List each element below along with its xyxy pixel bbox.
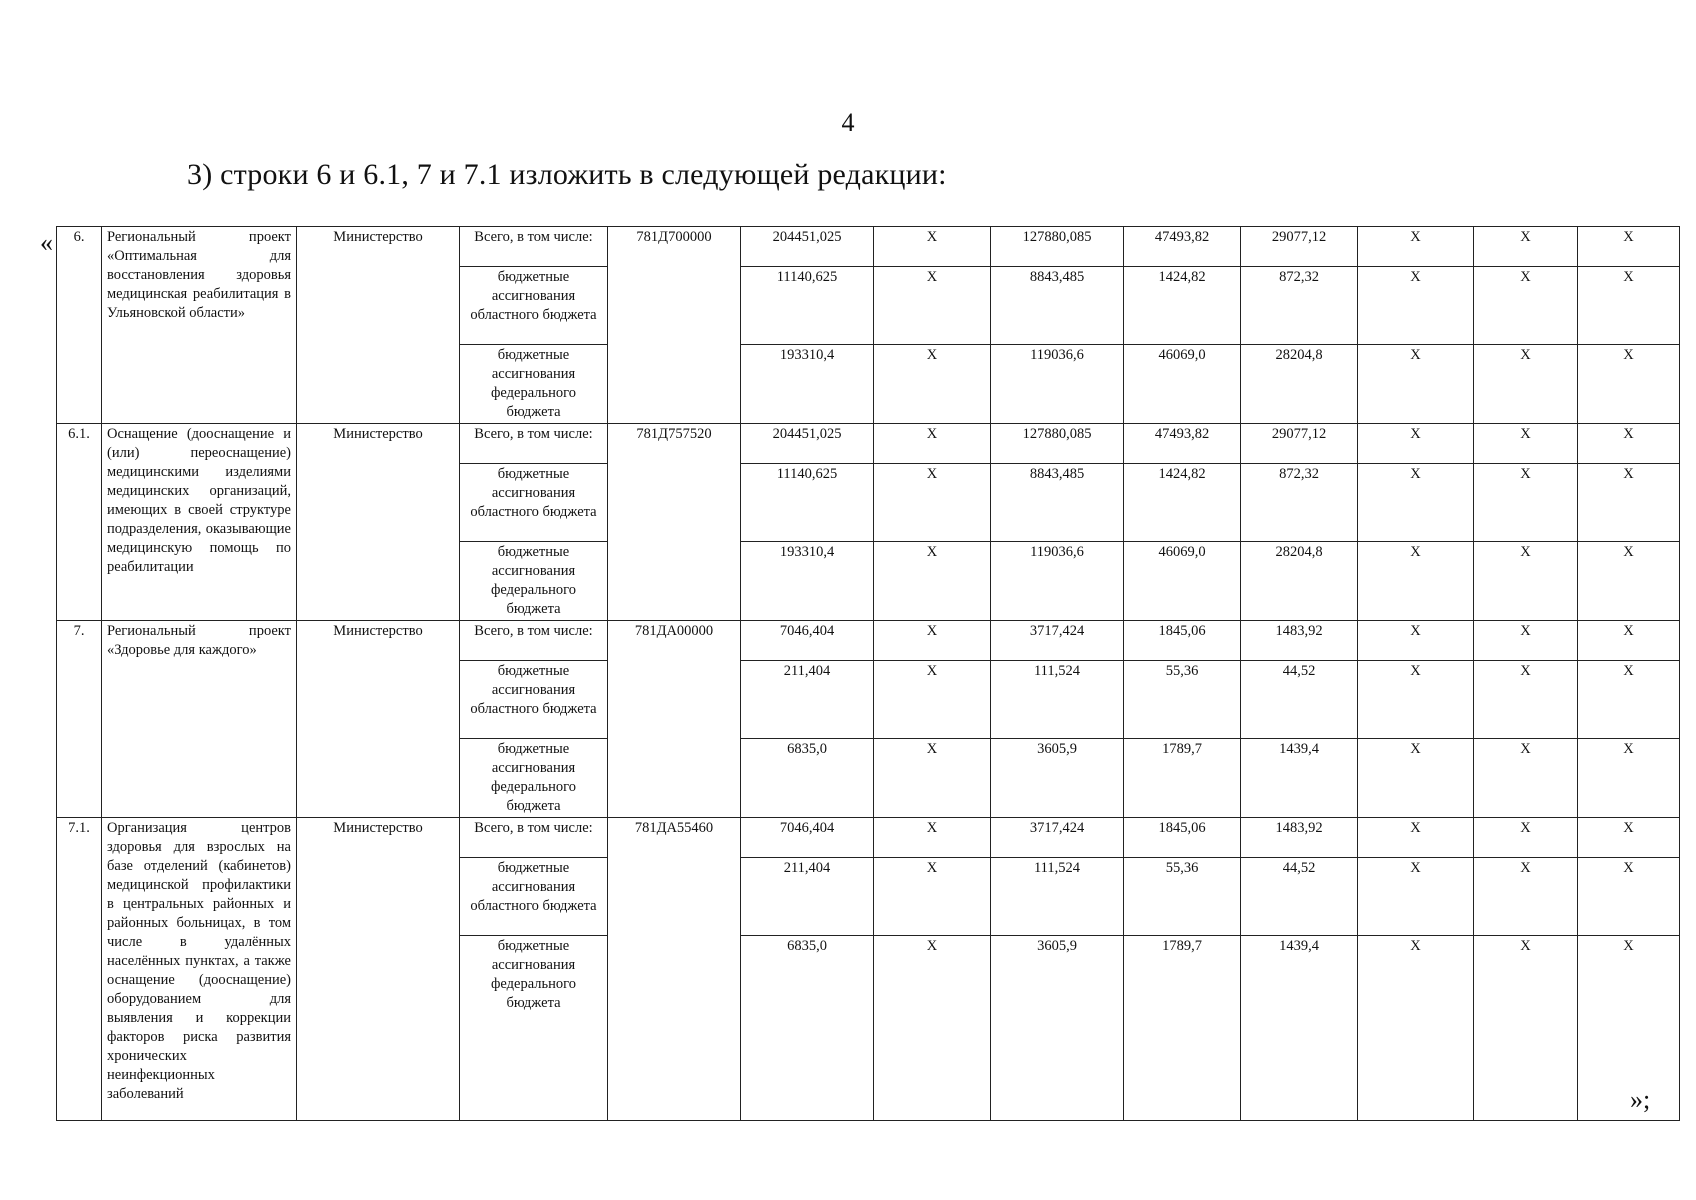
total-value: 7046,404 — [741, 818, 874, 858]
col8-value: X — [1578, 739, 1680, 818]
col8-value: X — [1578, 542, 1680, 621]
col4-value: 46069,0 — [1124, 542, 1241, 621]
funding-source: бюджетные ассигнования областного бюджета — [460, 661, 608, 739]
col6-value: X — [1358, 345, 1474, 424]
row-number: 6. — [57, 227, 102, 424]
col7-value: X — [1474, 818, 1578, 858]
heading: 3) строки 6 и 6.1, 7 и 7.1 изложить в следующей редакции: — [187, 158, 947, 191]
row-name: Оснащение (дооснащение и (или) переоснащение) медицинскими изделиями медицинских организаций, имеющих в своей структуре подразделения, оказывающие медицинскую помощь по реабилитации — [102, 424, 297, 621]
total-value: 204451,025 — [741, 227, 874, 267]
col5-value: 1483,92 — [1241, 818, 1358, 858]
open-quote: « — [40, 228, 53, 257]
col4-value: 1845,06 — [1124, 621, 1241, 661]
funding-source: бюджетные ассигнования федерального бюджета — [460, 739, 608, 818]
col7-value: X — [1474, 542, 1578, 621]
col5-value: 29077,12 — [1241, 424, 1358, 464]
col3-value: 8843,485 — [991, 464, 1124, 542]
funding-source: бюджетные ассигнования областного бюджета — [460, 267, 608, 345]
col2-value: X — [874, 424, 991, 464]
col4-value: 55,36 — [1124, 661, 1241, 739]
col2-value: X — [874, 739, 991, 818]
col8-value: X — [1578, 858, 1680, 936]
col7-value: X — [1474, 858, 1578, 936]
col4-value: 46069,0 — [1124, 345, 1241, 424]
col2-value: X — [874, 621, 991, 661]
col4-value: 47493,82 — [1124, 227, 1241, 267]
col5-value: 1439,4 — [1241, 739, 1358, 818]
col3-value: 111,524 — [991, 858, 1124, 936]
col8-value: X — [1578, 621, 1680, 661]
col3-value: 8843,485 — [991, 267, 1124, 345]
page-number: 4 — [841, 108, 855, 137]
funding-source: бюджетные ассигнования федерального бюджета — [460, 936, 608, 1121]
col6-value: X — [1358, 661, 1474, 739]
total-value: 211,404 — [741, 661, 874, 739]
col7-value: X — [1474, 464, 1578, 542]
col6-value: X — [1358, 542, 1474, 621]
col3-value: 111,524 — [991, 661, 1124, 739]
col3-value: 3717,424 — [991, 818, 1124, 858]
col3-value: 119036,6 — [991, 542, 1124, 621]
table-row — [57, 424, 1680, 464]
col2-value: X — [874, 227, 991, 267]
table-row — [57, 818, 1680, 858]
funding-source: Всего, в том числе: — [460, 424, 608, 464]
col7-value: X — [1474, 661, 1578, 739]
col5-value: 44,52 — [1241, 858, 1358, 936]
col2-value: X — [874, 464, 991, 542]
col7-value: X — [1474, 936, 1578, 1121]
col3-value: 119036,6 — [991, 345, 1124, 424]
row-executor: Министерство — [297, 621, 460, 818]
col3-value: 127880,085 — [991, 424, 1124, 464]
col7-value: X — [1474, 267, 1578, 345]
col7-value: X — [1474, 345, 1578, 424]
col3-value: 127880,085 — [991, 227, 1124, 267]
col5-value: 1483,92 — [1241, 621, 1358, 661]
col6-value: X — [1358, 424, 1474, 464]
table-row — [57, 227, 1680, 267]
row-code: 781ДА55460 — [608, 818, 741, 1121]
col7-value: X — [1474, 424, 1578, 464]
col4-value: 1845,06 — [1124, 818, 1241, 858]
col8-value: X — [1578, 464, 1680, 542]
col3-value: 3605,9 — [991, 739, 1124, 818]
col8-value: X — [1578, 267, 1680, 345]
col6-value: X — [1358, 227, 1474, 267]
budget-table — [56, 226, 1680, 1121]
col5-value: 28204,8 — [1241, 345, 1358, 424]
table-row — [57, 621, 1680, 661]
row-executor: Министерство — [297, 818, 460, 1121]
col8-value: X — [1578, 227, 1680, 267]
col5-value: 1439,4 — [1241, 936, 1358, 1121]
row-name: Организация центров здоровья для взрослых на базе отделений (кабинетов) медицинской профилактики в центральных районных и районных больницах, в том числе в удалённых населённых пунктах, а также оснащение (дооснащение) оборудованием для выявления и коррекции факторов риска развития хронических неинфекционных заболеваний — [102, 818, 297, 1121]
row-code: 781Д700000 — [608, 227, 741, 424]
col6-value: X — [1358, 858, 1474, 936]
col3-value: 3717,424 — [991, 621, 1124, 661]
col2-value: X — [874, 818, 991, 858]
col6-value: X — [1358, 936, 1474, 1121]
col7-value: X — [1474, 621, 1578, 661]
row-code: 781ДА00000 — [608, 621, 741, 818]
col4-value: 47493,82 — [1124, 424, 1241, 464]
col7-value: X — [1474, 227, 1578, 267]
funding-source: бюджетные ассигнования федерального бюджета — [460, 542, 608, 621]
row-executor: Министерство — [297, 227, 460, 424]
col2-value: X — [874, 267, 991, 345]
col4-value: 1789,7 — [1124, 739, 1241, 818]
row-number: 6.1. — [57, 424, 102, 621]
col6-value: X — [1358, 739, 1474, 818]
funding-source: бюджетные ассигнования областного бюджета — [460, 858, 608, 936]
total-value: 11140,625 — [741, 267, 874, 345]
col8-value: X — [1578, 818, 1680, 858]
col8-value: X — [1578, 424, 1680, 464]
row-executor: Министерство — [297, 424, 460, 621]
row-number: 7. — [57, 621, 102, 818]
col8-value: X — [1578, 661, 1680, 739]
total-value: 193310,4 — [741, 542, 874, 621]
col2-value: X — [874, 936, 991, 1121]
col4-value: 1789,7 — [1124, 936, 1241, 1121]
col4-value: 1424,82 — [1124, 267, 1241, 345]
total-value: 6835,0 — [741, 936, 874, 1121]
row-name: Региональный проект «Здоровье для каждого» — [102, 621, 297, 818]
total-value: 11140,625 — [741, 464, 874, 542]
row-code: 781Д757520 — [608, 424, 741, 621]
col2-value: X — [874, 345, 991, 424]
col5-value: 872,32 — [1241, 267, 1358, 345]
total-value: 7046,404 — [741, 621, 874, 661]
funding-source: Всего, в том числе: — [460, 227, 608, 267]
funding-source: Всего, в том числе: — [460, 621, 608, 661]
row-number: 7.1. — [57, 818, 102, 1121]
col6-value: X — [1358, 621, 1474, 661]
col8-value: X — [1578, 936, 1680, 1121]
total-value: 193310,4 — [741, 345, 874, 424]
funding-source: бюджетные ассигнования областного бюджета — [460, 464, 608, 542]
col4-value: 55,36 — [1124, 858, 1241, 936]
col5-value: 28204,8 — [1241, 542, 1358, 621]
col5-value: 44,52 — [1241, 661, 1358, 739]
col3-value: 3605,9 — [991, 936, 1124, 1121]
col6-value: X — [1358, 267, 1474, 345]
col4-value: 1424,82 — [1124, 464, 1241, 542]
funding-source: Всего, в том числе: — [460, 818, 608, 858]
col2-value: X — [874, 858, 991, 936]
close-quote: »; — [1630, 1085, 1651, 1114]
col8-value: X — [1578, 345, 1680, 424]
total-value: 211,404 — [741, 858, 874, 936]
col5-value: 872,32 — [1241, 464, 1358, 542]
col5-value: 29077,12 — [1241, 227, 1358, 267]
col6-value: X — [1358, 818, 1474, 858]
col6-value: X — [1358, 464, 1474, 542]
total-value: 6835,0 — [741, 739, 874, 818]
funding-source: бюджетные ассигнования федерального бюджета — [460, 345, 608, 424]
total-value: 204451,025 — [741, 424, 874, 464]
col2-value: X — [874, 661, 991, 739]
row-name: Региональный проект «Оптимальная для восстановления здоровья медицинская реабилитация в Ульяновской области» — [102, 227, 297, 424]
col2-value: X — [874, 542, 991, 621]
col7-value: X — [1474, 739, 1578, 818]
